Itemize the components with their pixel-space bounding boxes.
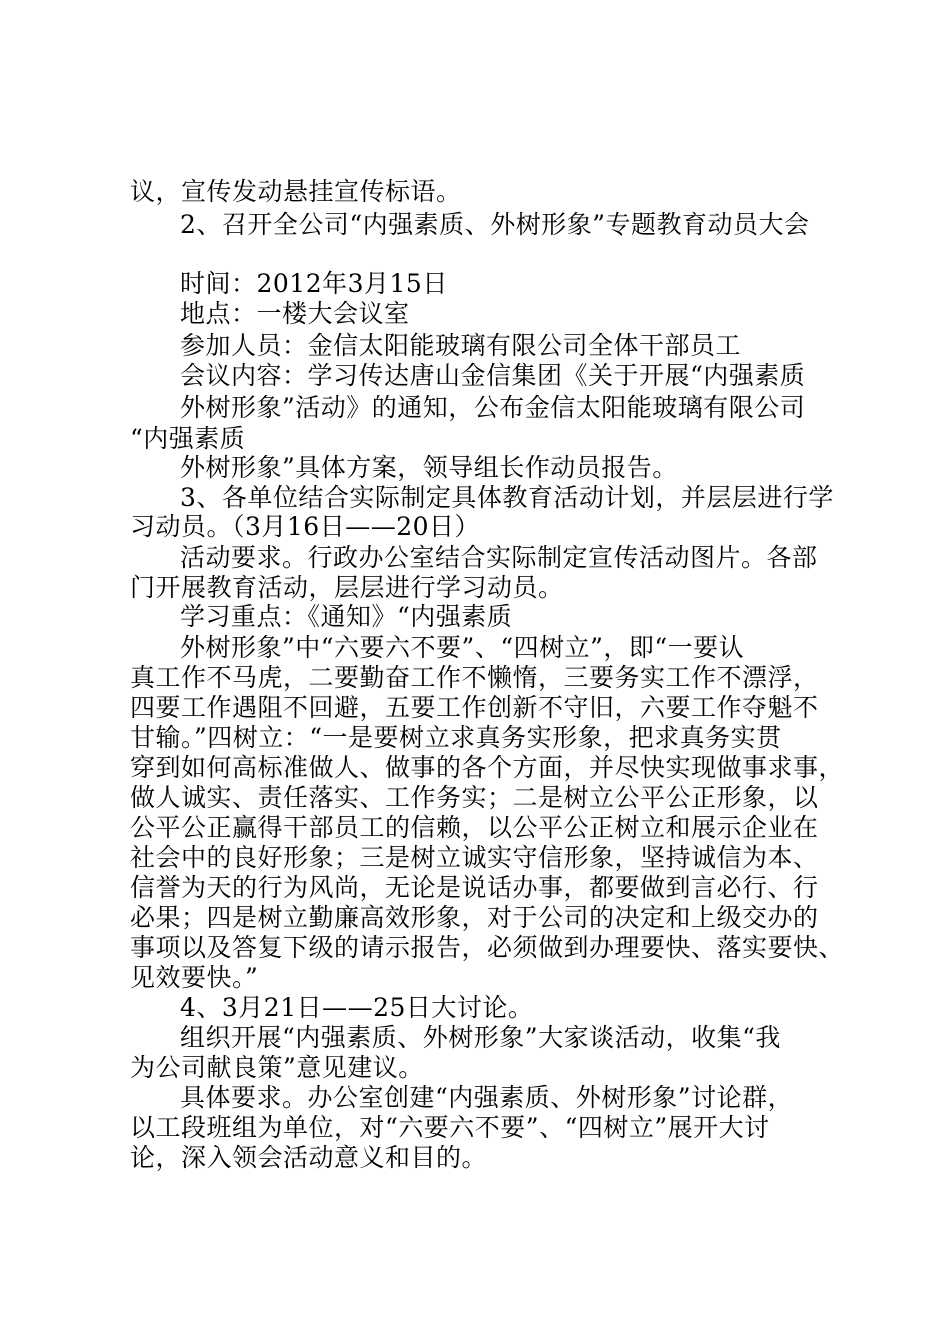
text-line: 地点：一楼大会议室 xyxy=(180,299,410,328)
text-line: 会议内容：学习传达唐山金信集团《关于开展“内强素质 xyxy=(180,361,806,390)
text-line: 论，深入领会活动意义和目的。 xyxy=(130,1143,488,1172)
text-line: 活动要求。行政办公室结合实际制定宣传活动图片。各部 xyxy=(180,543,818,572)
text-line: 见效要快。” xyxy=(130,963,259,992)
text-line: 2、召开全公司“内强素质、外树形象”专题教育动员大会 xyxy=(180,210,810,239)
text-line: 公平公正赢得干部员工的信赖，以公平公正树立和展示企业在 xyxy=(130,813,819,842)
text-line: 以工段班组为单位，对“六要六不要”、“四树立”展开大讨 xyxy=(130,1113,770,1142)
text-line: 甘输。”四树立：“一是要树立求真务实形象，把求真务实贯 xyxy=(130,723,782,752)
text-line: 外树形象”具体方案，领导组长作动员报告。 xyxy=(180,453,678,482)
text-line: 学习重点：《通知》“内强素质 xyxy=(180,602,513,631)
text-line: 做人诚实、责任落实、工作务实；二是树立公平公正形象，以 xyxy=(130,783,819,812)
text-line: 信誉为天的行为风尚，无论是说话办事，都要做到言必行、行 xyxy=(130,873,819,902)
text-line: 四要工作遇阻不回避，五要工作创新不守旧，六要工作夺魁不 xyxy=(130,693,819,722)
text-line: 3、各单位结合实际制定具体教育活动计划，并层层进行学 xyxy=(180,483,834,512)
text-line: 为公司献良策”意见建议。 xyxy=(130,1053,424,1082)
text-line: 必果；四是树立勤廉高效形象，对于公司的决定和上级交办的 xyxy=(130,903,819,932)
text-line: 事项以及答复下级的请示报告，必须做到办理要快、落实要快、 xyxy=(130,933,845,962)
text-line: 参加人员：金信太阳能玻璃有限公司全体干部员工 xyxy=(180,331,742,360)
text-line: 外树形象”活动》的通知，公布金信太阳能玻璃有限公司 xyxy=(180,393,806,422)
text-line: 习动员。（3月16日——20日） xyxy=(130,512,481,541)
text-line: 组织开展“内强素质、外树形象”大家谈活动，收集“我 xyxy=(180,1023,781,1052)
text-line: 真工作不马虎，二要勤奋工作不懒惰，三要务实工作不漂浮， xyxy=(130,663,819,692)
text-line: 具体要求。办公室创建“内强素质、外树形象”讨论群， xyxy=(180,1083,794,1112)
text-line: 外树形象”中“六要六不要”、“四树立”，即“一要认 xyxy=(180,633,745,662)
text-line: 穿到如何高标准做人、做事的各个方面，并尽快实现做事求事， xyxy=(130,753,845,782)
text-line: 议，宣传发动悬挂宣传标语。 xyxy=(130,177,462,206)
text-line: 社会中的良好形象；三是树立诚实守信形象，坚持诚信为本、 xyxy=(130,843,819,872)
text-line: “内强素质 xyxy=(130,424,246,453)
text-line: 时间：2012年3月15日 xyxy=(180,269,448,298)
text-line: 门开展教育活动，层层进行学习动员。 xyxy=(130,573,564,602)
text-line: 4、3月21日——25日大讨论。 xyxy=(180,993,534,1022)
